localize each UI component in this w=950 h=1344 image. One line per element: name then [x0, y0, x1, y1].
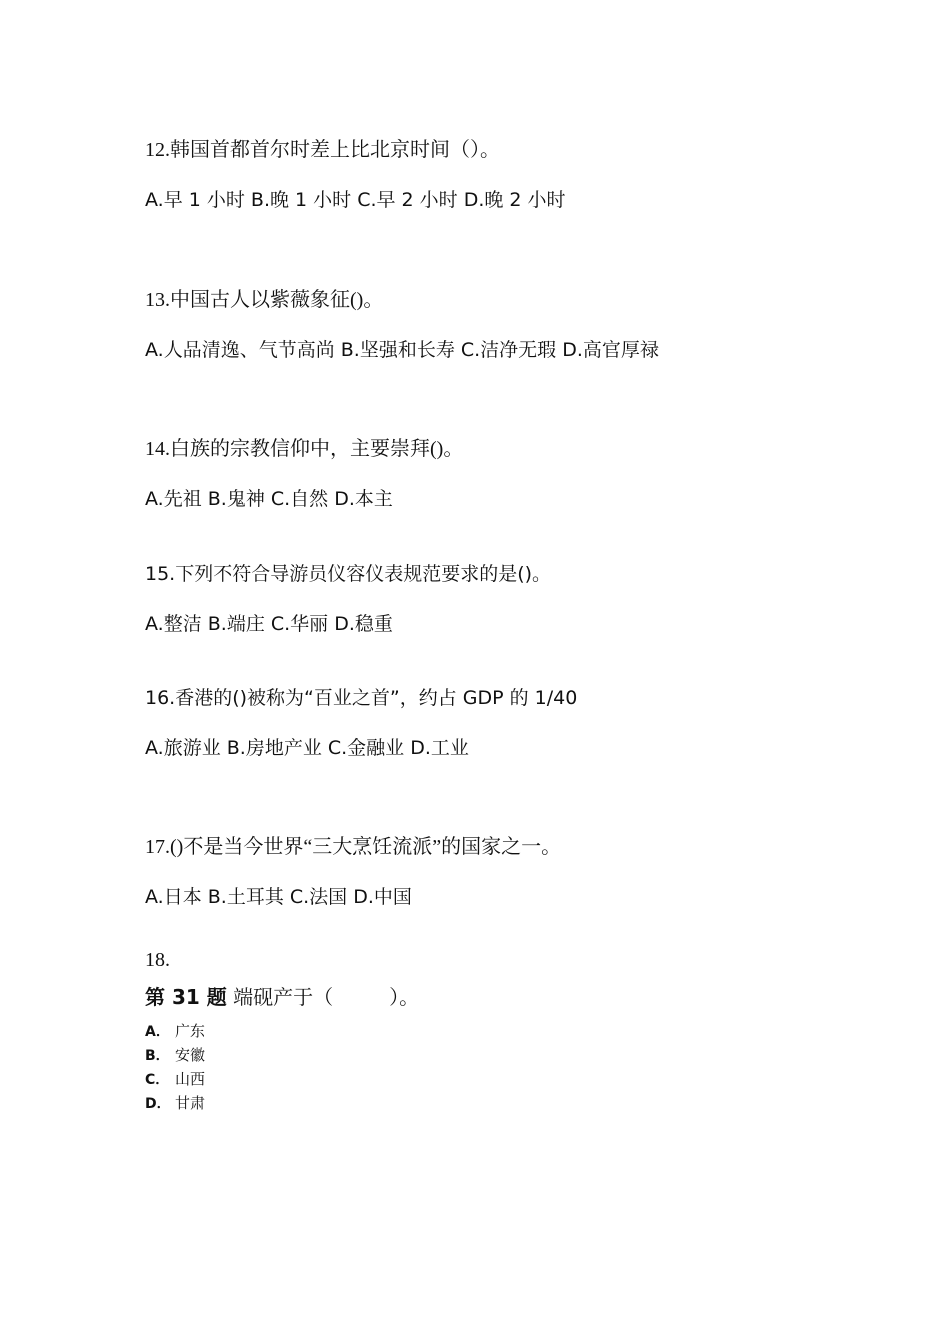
question-options: A.先祖 B.鬼神 C.自然 D.本主 [145, 488, 393, 510]
option-text: 广东 [175, 1022, 206, 1040]
option-letter: C． [145, 1072, 170, 1088]
option-letter: A． [145, 1024, 170, 1040]
question-stem [145, 985, 419, 1009]
option-b [145, 1045, 205, 1066]
question-options: A.早 1 小时 B.晚 1 小时 C.早 2 小时 D.晚 2 小时 [145, 189, 566, 211]
question-text-after: ）。 [389, 985, 420, 1009]
question-options: A.人品清逸、气节高尚 B.坚强和长寿 C.洁净无瑕 D.高官厚禄 [145, 339, 659, 361]
question-options: A.日本 B.土耳其 C.法国 D.中国 [145, 886, 412, 908]
option-text: 山西 [175, 1070, 206, 1088]
option-c [145, 1069, 205, 1090]
option-text: 甘肃 [175, 1094, 206, 1112]
question-stem: 13.中国古人以紫薇象征()。 [145, 289, 384, 311]
question-options: A.整洁 B.端庄 C.华丽 D.稳重 [145, 613, 393, 635]
option-text: 安徽 [175, 1046, 206, 1064]
question-stem: 15.下列不符合导游员仪容仪表规范要求的是()。 [145, 563, 552, 585]
option-d [145, 1093, 205, 1114]
question-stem: 16.香港的()被称为“百业之首”，约占 GDP 的 1/40 [145, 687, 578, 709]
question-text-before: 端砚产于（ [226, 985, 334, 1009]
option-a [145, 1021, 205, 1042]
question-stem: 14.白族的宗教信仰中，主要崇拜()。 [145, 438, 464, 460]
option-letter: B． [145, 1048, 170, 1064]
question-label: 第 31 题 [145, 985, 227, 1009]
question-number: 18. [145, 949, 170, 971]
question-stem: 17.()不是当今世界“三大烹饪流派”的国家之一。 [145, 836, 562, 858]
question-stem: 12.韩国首都首尔时差上比北京时间（）。 [145, 139, 500, 161]
question-options: A.旅游业 B.房地产业 C.金融业 D.工业 [145, 737, 469, 759]
option-letter: D． [145, 1096, 171, 1112]
